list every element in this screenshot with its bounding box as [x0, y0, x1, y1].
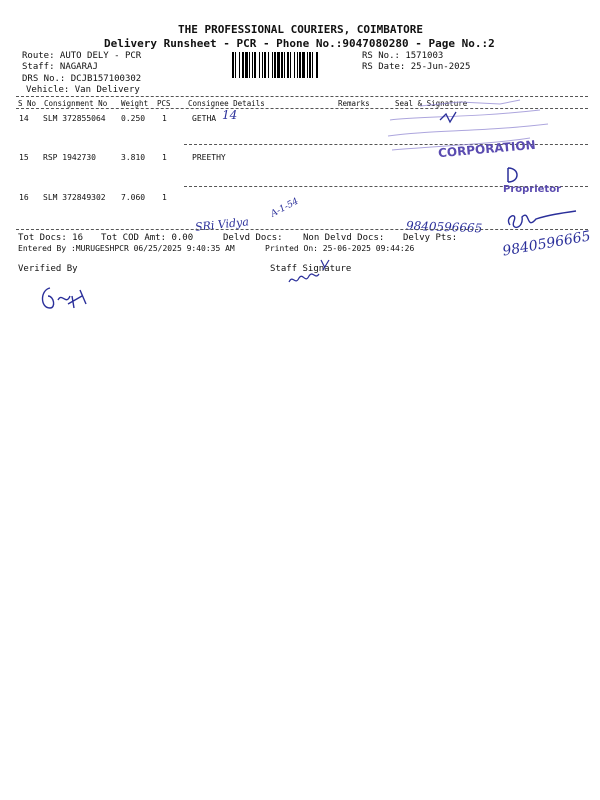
- total-docs: Tot Docs: 16: [18, 233, 84, 243]
- cell-consignment: SLM 372849302: [43, 193, 106, 202]
- stamp-initial-icon: [504, 166, 524, 184]
- stamp-proprietor: Proprietor: [503, 184, 562, 195]
- col-remarks: Remarks: [338, 99, 370, 108]
- col-sno: S No: [18, 99, 37, 108]
- cell-weight: 7.060: [121, 193, 146, 202]
- cell-pcs: 1: [162, 114, 167, 123]
- handwritten-ref: A-1-54: [269, 196, 301, 220]
- col-pcs: PCS: [157, 99, 171, 108]
- cell-consignment: RSP 1942730: [43, 153, 96, 162]
- printed-on: Printed On: 25-06-2025 09:44:26: [265, 244, 415, 253]
- delivery-points: Delvy Pts:: [403, 233, 458, 243]
- staff-label: Staff: NAGARAJ: [22, 62, 98, 72]
- col-seal-signature: Seal & Signature: [395, 99, 468, 108]
- table-bottom-rule: [16, 229, 588, 230]
- entered-by: Entered By :MURUGESHPCR 06/25/2025 9:40:35 AM: [18, 244, 235, 253]
- non-delivered-docs: Non Delvd Docs:: [303, 233, 385, 243]
- company-stamp: [380, 96, 562, 195]
- total-cod: Tot COD Amt: 0.00: [101, 233, 194, 243]
- handwritten-phone: 9840596665: [405, 218, 483, 236]
- staff-signature-label: Staff Signature: [270, 264, 352, 274]
- verified-by-label: Verified By: [18, 264, 78, 274]
- cell-weight: 3.810: [121, 153, 146, 162]
- delivered-docs: Delvd Docs:: [223, 233, 283, 243]
- col-weight: Weight: [121, 99, 149, 108]
- cell-consignee: GETHA: [192, 114, 217, 123]
- vehicle-label: Vehicle: Van Delivery: [26, 85, 140, 95]
- col-consignee: Consignee Details: [188, 99, 265, 108]
- runsheet-subtitle: Delivery Runsheet - PCR - Phone No.:9047080280 - Page No.:2: [104, 37, 495, 50]
- cell-consignee: PREETHY: [192, 153, 226, 162]
- rs-date: RS Date: 25-Jun-2025: [362, 62, 471, 72]
- rs-number: RS No.: 1571003: [362, 51, 444, 61]
- cell-sno: 14: [19, 114, 29, 123]
- cell-weight: 0.250: [121, 114, 146, 123]
- barcode-image: [232, 52, 352, 78]
- verifier-signature-icon: [36, 282, 96, 314]
- col-consignment: Consignment No: [44, 99, 108, 108]
- stamp-corporation: CORPORATION: [437, 137, 537, 161]
- staff-signature-icon: [285, 256, 335, 290]
- handwritten-name: SRi Vidya: [194, 215, 250, 234]
- cell-sno: 16: [19, 193, 29, 202]
- signature-scribble-icon: [500, 205, 580, 237]
- cell-pcs: 1: [162, 193, 167, 202]
- cell-pcs: 1: [162, 153, 167, 162]
- company-title: THE PROFESSIONAL COURIERS, COIMBATORE: [178, 23, 424, 36]
- handwritten-note: 14: [222, 108, 238, 122]
- drs-label: DRS No.: DCJB157100302: [22, 74, 142, 84]
- handwritten-phone-secondary: 9840596665: [501, 228, 592, 260]
- route-label: Route: AUTO DELY - PCR: [22, 51, 142, 61]
- cell-sno: 15: [19, 153, 29, 162]
- cell-consignment: SLM 372855064: [43, 114, 106, 123]
